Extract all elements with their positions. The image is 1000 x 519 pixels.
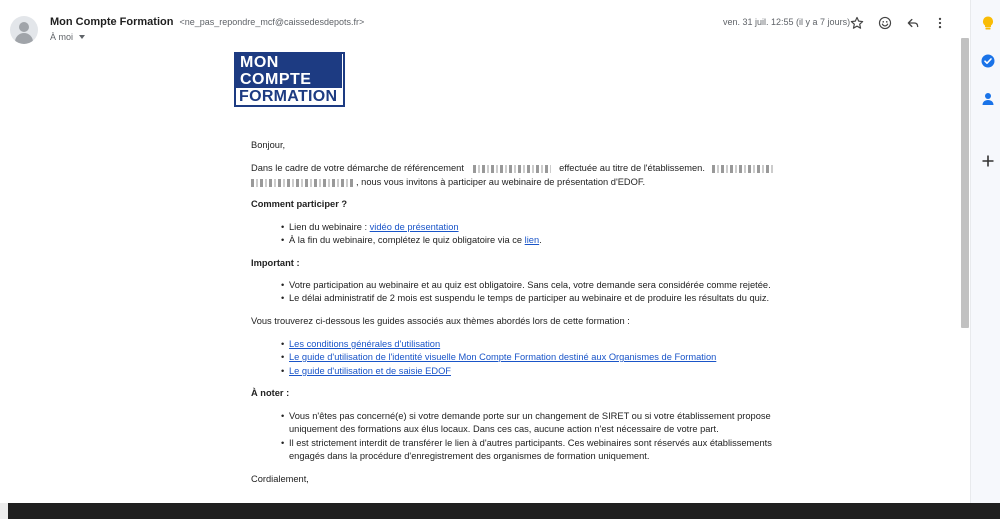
guide-link-visual-identity[interactable]: Le guide d'utilisation de l'identité visuelle Mon Compte Formation destiné aux Organismes de Formation bbox=[289, 352, 717, 362]
guides-intro: Vous trouverez ci-dessous les guides associés aux thèmes abordés lors de cette formation : bbox=[251, 316, 630, 326]
mon-compte-formation-logo: MON COMPTE FORMATION bbox=[234, 52, 345, 107]
redacted-value bbox=[712, 165, 774, 173]
list-item: • À la fin du webinaire, complétez le quiz obligatoire via ce lien. bbox=[281, 235, 542, 245]
list-item bbox=[281, 352, 716, 362]
sender-email: <ne_pas_repondre_mcf@caissedesdepots.fr> bbox=[179, 17, 365, 27]
reply-icon[interactable] bbox=[903, 13, 923, 33]
closing: Cordialement, bbox=[251, 474, 309, 484]
list-item bbox=[281, 339, 440, 349]
more-vert-icon[interactable] bbox=[930, 13, 950, 33]
redacted-value bbox=[251, 179, 354, 187]
section-title-important: Important : bbox=[251, 258, 300, 268]
intro-line-1 bbox=[251, 163, 774, 173]
list-item: • Le délai administratif de 2 mois est suspendu le temps de participer au webinaire et de produire les résultats du quiz. bbox=[281, 293, 769, 303]
list-item: • Vous n'êtes pas concerné(e) si votre demande porte sur un changement de SIRET ou si votre établissement propose bbox=[281, 411, 771, 421]
list-item bbox=[281, 366, 451, 376]
star-icon[interactable] bbox=[847, 13, 867, 33]
intro-text-3: , nous vous invitons à participer au webinaire de présentation d'EDOF. bbox=[356, 177, 646, 187]
sender-line bbox=[50, 16, 364, 28]
contacts-icon[interactable] bbox=[980, 91, 996, 107]
list-item-continuation: uniquement des formations aux élus locaux. Dans ces cas, aucune action n'est nécessaire de votre part. bbox=[289, 424, 719, 434]
sender-avatar[interactable] bbox=[10, 16, 38, 44]
keep-icon[interactable] bbox=[980, 15, 996, 31]
webinar-video-link[interactable]: vidéo de présentation bbox=[369, 222, 459, 232]
tasks-icon[interactable] bbox=[980, 53, 996, 69]
list-item: • Lien du webinaire : vidéo de présentation bbox=[281, 222, 459, 232]
emoji-icon[interactable] bbox=[875, 13, 895, 33]
list-item-continuation: engagés dans la procédure d'enregistrement des organismes de formation uniquement. bbox=[289, 451, 650, 461]
taskbar bbox=[0, 503, 1000, 519]
chevron-down-icon bbox=[79, 35, 85, 39]
scrollbar-thumb[interactable] bbox=[961, 38, 969, 328]
add-icon[interactable] bbox=[980, 153, 996, 169]
sender-name[interactable]: Mon Compte Formation bbox=[50, 16, 174, 28]
section-title-participate: Comment participer ? bbox=[251, 199, 348, 209]
intro-text-1: Dans le cadre de votre démarche de référencement bbox=[251, 163, 464, 173]
email-date: ven. 31 juil. 12:55 (il y a 7 jours) bbox=[723, 17, 851, 27]
quiz-link[interactable]: lien bbox=[524, 235, 540, 245]
section-title-note: À noter : bbox=[251, 388, 290, 398]
intro-line-2 bbox=[251, 177, 645, 187]
intro-text-2: effectuée au titre de l'établissemen. bbox=[559, 163, 705, 173]
guide-link-cgu[interactable]: Les conditions générales d'utilisation bbox=[289, 339, 441, 349]
recipient-dropdown[interactable] bbox=[50, 32, 85, 42]
redacted-value bbox=[473, 165, 551, 173]
greeting: Bonjour, bbox=[251, 140, 286, 150]
list-item: • Il est strictement interdit de transférer le lien à d'autres participants. Ces webinaires sont réservés aux établissements bbox=[281, 438, 772, 448]
list-item: • Votre participation au webinaire et au quiz est obligatoire. Sans cela, votre demande sera considérée comme rejetée. bbox=[281, 280, 771, 290]
side-panel bbox=[970, 0, 1000, 503]
guide-link-edof[interactable]: Le guide d'utilisation et de saisie EDOF bbox=[289, 366, 451, 376]
recipient-label: À moi bbox=[50, 32, 74, 42]
